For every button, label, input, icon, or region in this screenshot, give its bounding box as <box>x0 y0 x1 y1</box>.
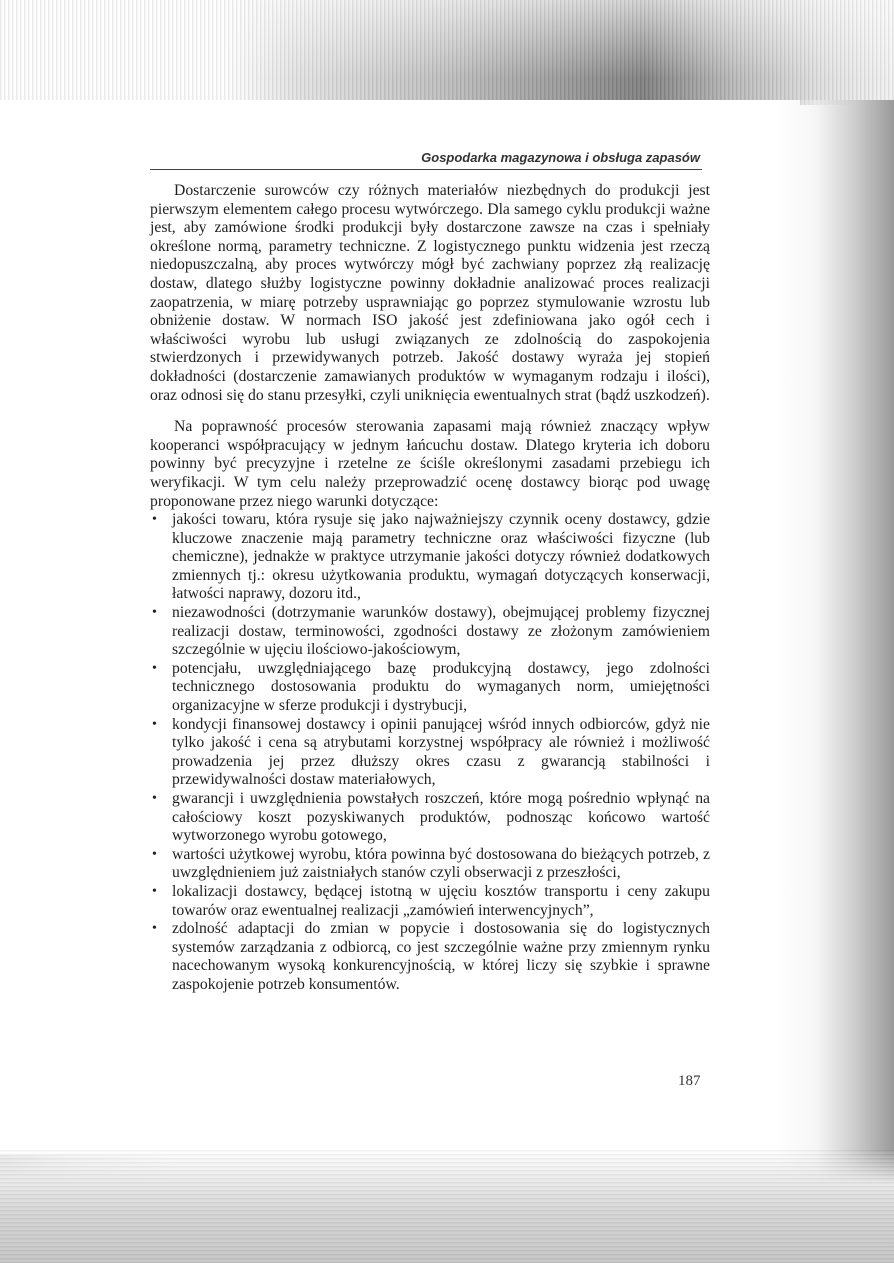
bullet-icon: • <box>152 605 157 621</box>
list-item <box>150 790 710 846</box>
list-item-text: zdolność adaptacji do zmian w popycie i dostosowania się do logistycznych systemów zarządzania z odbiorcą, co jest szczególnie ważne przy zmiennym rynku nacechowanym wysoką konkurencyjnością, w której liczy się szybkie i sprawne zaspokojenie potrzeb konsumentów. <box>172 920 710 993</box>
criteria-list <box>150 511 710 994</box>
bullet-icon: • <box>152 660 157 676</box>
list-item <box>150 511 710 604</box>
scan-right-shadow <box>774 100 894 1263</box>
list-item <box>150 846 710 883</box>
list-item <box>150 716 710 790</box>
page-number: 187 <box>678 1073 701 1089</box>
list-item <box>150 920 710 994</box>
bullet-icon: • <box>152 921 157 937</box>
list-item <box>150 660 710 716</box>
list-item-text: potencjału, uwzględniającego bazę produkcyjną dostawcy, jego zdolności technicznego dostosowania produktu do wymaganych norm, umiejętności organizacyjne w sferze produkcji i dystrybucji, <box>172 659 710 715</box>
list-item-text: niezawodności (dotrzymanie warunków dostawy), obejmującej problemy fizycznej realizacji dostaw, terminowości, zgodności dostawy ze złożonym zamówieniem szczególnie w ujęciu ilościowo-jakościowym, <box>172 604 710 659</box>
bullet-icon: • <box>152 846 157 862</box>
running-header: Gospodarka magazynowa i obsługa zapasów <box>421 150 700 165</box>
list-item-text: gwarancji i uwzględnienia powstałych roszczeń, które mogą pośrednio wpłynąć na całościowy koszt pozyskiwanych produktów, podnosząc końcowo wartość wytworzonego wyrobu gotowego, <box>172 790 710 845</box>
list-item-text: wartości użytkowej wyrobu, która powinna być dostosowana do bieżących potrzeb, z uwzględnieniem już zaistniałych stanów czyli obserwacji z przeszłości, <box>172 845 710 882</box>
paragraph: Dostarczenie surowców czy różnych materiałów niezbędnych do produkcji jest pierwszym elementem całego procesu wytwórczego. Dla samego cyklu produkcji ważne jest, aby zamówione środki produkcji były dostarczone zawsze na czas i spełniały określone normą, parametry techniczne. Z logistycznego punktu widzenia jest rzeczą niedopuszczalną, aby proces wytwórczy mógł być zachwiany poprzez złą realizację dostaw, dlatego służby logistyczne powinny dokładnie analizować proces realizacji zaopatrzenia, w miarę potrzeby usprawniając go poprzez stymulowanie wzrostu lub obniżenie dostaw. W normach ISO jakość jest zdefiniowana jako ogół cech i właściwości wyrobu lub usługi związanych ze zdolnością do zaspokojenia stwierdzonych i przewidywanych potrzeb. Jakość dostawy wyraża jej stopień dokładności (dostarczenie zamawianych produktów w wymaganym rodzaju i ilości), oraz odnosi się do stanu przesyłki, czyli uniknięcia ewentualnych strat (bądź uszkodzeń). <box>150 182 710 404</box>
page-content <box>150 182 710 995</box>
list-item <box>150 604 710 660</box>
list-item-text: lokalizacji dostawcy, będącej istotną w ujęciu kosztów transportu i ceny zakupu towarów oraz ewentualnej realizacji „zamówień interwencyjnych”, <box>172 882 710 919</box>
list-item <box>150 883 710 920</box>
scan-bottom-shadow <box>0 1150 894 1263</box>
bullet-icon: • <box>152 883 157 899</box>
list-item-text: jakości towaru, która rysuje się jako najważniejszy czynnik oceny dostawcy, gdzie kluczowe znaczenie mają parametry techniczne oraz właściwości fizyczne (lub chemiczne), jednakże w praktyce utrzymanie jakości dotyczy również dodatkowych zmiennych tj.: okresu użytkowania produktu, wymagań dotyczących konserwacji, łatwości naprawy, dozoru itd., <box>172 511 710 603</box>
header-rule <box>150 169 702 170</box>
bullet-icon: • <box>152 716 157 732</box>
scan-top-shadow <box>0 0 894 105</box>
list-item-text: kondycji finansowej dostawcy i opinii panującej wśród innych odbiorców, gdyż nie tylko jakość i cena są atrybutami korzystnej współpracy ale również i możliwość prowadzenia jej przez dłuższy okres czasu z gwarancją stabilności i przewidywalności dostaw materiałowych, <box>172 715 710 789</box>
paragraph: Na poprawność procesów sterowania zapasami mają również znaczący wpływ kooperanci współpracujący w jednym łańcuchu dostaw. Dlatego kryteria ich doboru powinny być precyzyjne i rzetelne ze ściśle określonymi zasadami przebiegu ich weryfikacji. W tym celu należy przeprowadzić ocenę dostawcy biorąc pod uwagę proponowane przez niego warunki dotyczące: <box>150 418 710 510</box>
bullet-icon: • <box>152 791 157 806</box>
bullet-icon: • <box>152 512 157 528</box>
